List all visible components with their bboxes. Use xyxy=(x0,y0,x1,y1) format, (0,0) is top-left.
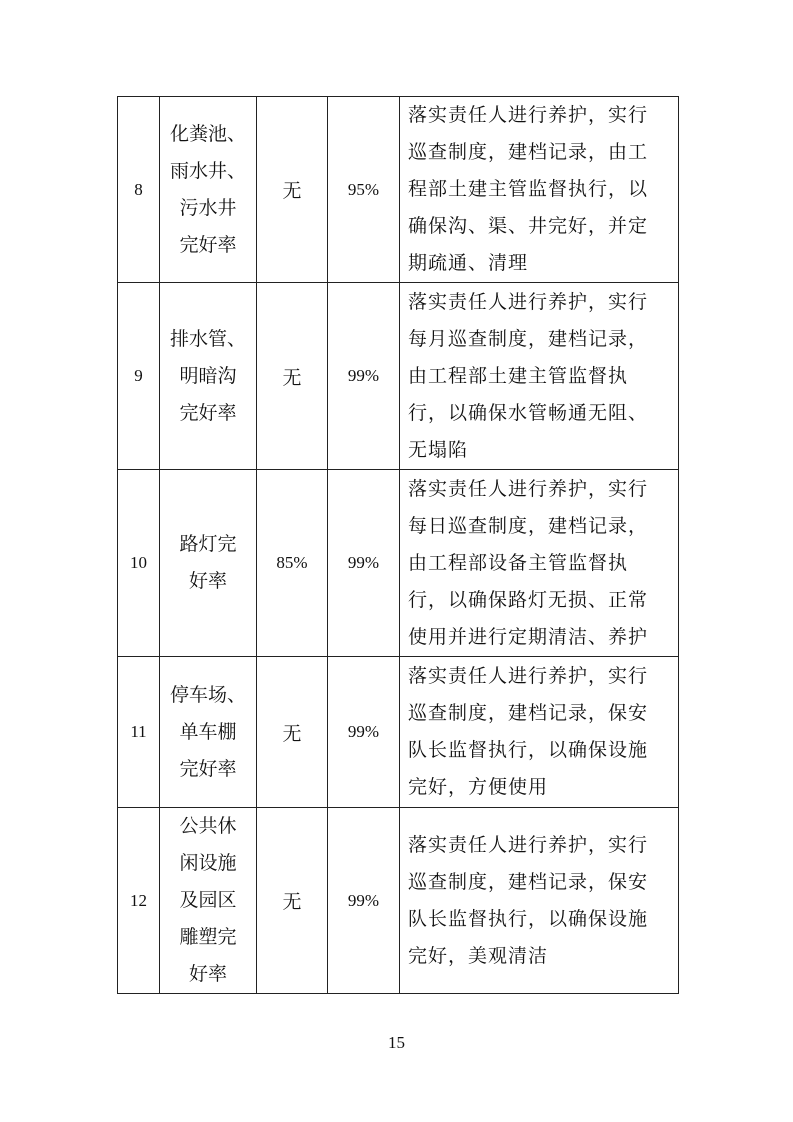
baseline-value: 85% xyxy=(257,470,328,657)
target-value: 95% xyxy=(328,97,400,283)
target-value: 99% xyxy=(328,283,400,470)
target-value: 99% xyxy=(328,657,400,808)
baseline-value: 无 xyxy=(257,808,328,994)
row-number: 8 xyxy=(118,97,160,283)
page-number: 15 xyxy=(388,1033,405,1052)
item-name: 排水管、 明暗沟 完好率 xyxy=(160,283,257,470)
table-row xyxy=(118,657,679,808)
table-row xyxy=(118,97,679,283)
measure-text: 落实责任人进行养护，实行 巡查制度，建档记录，保安 队长监督执行，以确保设施 完好，方便使用 xyxy=(400,657,679,808)
item-name: 停车场、 单车棚 完好率 xyxy=(160,657,257,808)
baseline-value: 无 xyxy=(257,97,328,283)
measure-text: 落实责任人进行养护，实行 巡查制度，建档记录，保安 队长监督执行，以确保设施 完好，美观清洁 xyxy=(400,808,679,994)
measure-text: 落实责任人进行养护，实行 巡查制度，建档记录，由工 程部土建主管监督执行，以 确保沟、渠、井完好，并定 期疏通、清理 xyxy=(400,97,679,283)
measure-text: 落实责任人进行养护，实行 每月巡查制度，建档记录， 由工程部土建主管监督执 行，以确保水管畅通无阻、 无塌陷 xyxy=(400,283,679,470)
row-number: 9 xyxy=(118,283,160,470)
measure-text: 落实责任人进行养护，实行 每日巡查制度，建档记录， 由工程部设备主管监督执 行，以确保路灯无损、正常 使用并进行定期清洁、养护 xyxy=(400,470,679,657)
facility-standards-table xyxy=(117,96,679,994)
baseline-value: 无 xyxy=(257,657,328,808)
item-name: 化粪池、 雨水井、 污水井 完好率 xyxy=(160,97,257,283)
row-number: 10 xyxy=(118,470,160,657)
item-name: 路灯完 好率 xyxy=(160,470,257,657)
row-number: 11 xyxy=(118,657,160,808)
table-row xyxy=(118,470,679,657)
target-value: 99% xyxy=(328,470,400,657)
table-row xyxy=(118,808,679,994)
table-row xyxy=(118,283,679,470)
baseline-value: 无 xyxy=(257,283,328,470)
target-value: 99% xyxy=(328,808,400,994)
row-number: 12 xyxy=(118,808,160,994)
item-name: 公共休 闲设施 及园区 雕塑完 好率 xyxy=(160,808,257,994)
